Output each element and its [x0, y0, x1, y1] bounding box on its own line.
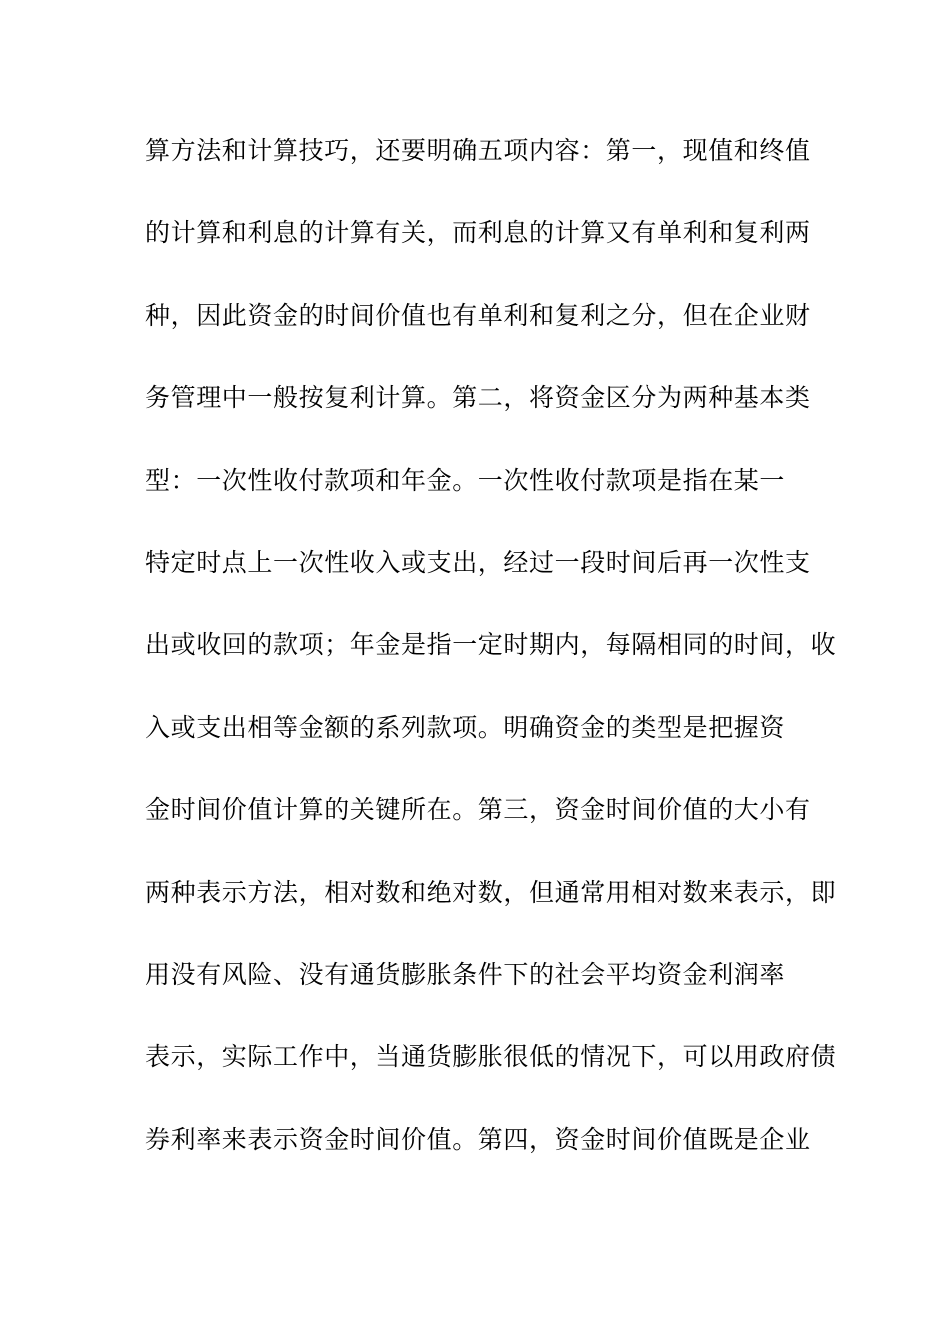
text-line-11: 用没有风险、没有通货膨胀条件下的社会平均资金利润率 — [145, 959, 786, 989]
body-text — [145, 126, 837, 1197]
text-line-13: 券利率来表示资金时间价值。第四，资金时间价值既是企业 — [145, 1124, 811, 1154]
text-line-10: 两种表示方法，相对数和绝对数，但通常用相对数来表示，即 — [145, 877, 837, 907]
text-line-9: 金时间价值计算的关键所在。第三，资金时间价值的大小有 — [145, 795, 811, 825]
text-line-1: 算方法和计算技巧，还要明确五项内容：第一，现值和终值 — [145, 136, 811, 165]
text-line-3: 种，因此资金的时间价值也有单利和复利之分，但在企业财 — [145, 300, 811, 330]
text-line-2: 的计算和利息的计算有关，而利息的计算又有单利和复利两 — [145, 218, 811, 248]
text-line-5: 型：一次性收付款项和年金。一次性收付款项是指在某一 — [145, 465, 786, 495]
text-line-7: 出或收回的款项；年金是指一定时期内，每隔相同的时间，收 — [145, 630, 837, 660]
text-line-12: 表示，实际工作中，当通货膨胀很低的情况下，可以用政府债 — [145, 1042, 837, 1072]
text-line-6: 特定时点上一次性收入或支出，经过一段时间后再一次性支 — [145, 547, 811, 577]
text-line-8: 入或支出相等金额的系列款项。明确资金的类型是把握资 — [145, 712, 786, 742]
text-line-4: 务管理中一般按复利计算。第二，将资金区分为两种基本类 — [145, 383, 811, 413]
